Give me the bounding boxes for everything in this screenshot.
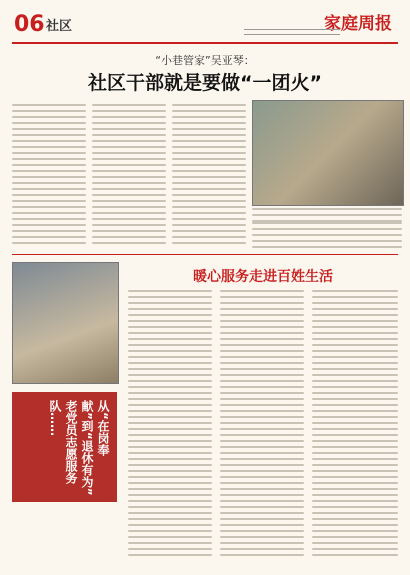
text-line-placeholder [220, 314, 304, 316]
text-line-placeholder [312, 536, 398, 538]
text-line-placeholder [172, 152, 246, 154]
text-line-placeholder [172, 128, 246, 130]
text-line-placeholder [312, 476, 398, 478]
text-line-placeholder [128, 344, 212, 346]
text-line-placeholder [312, 380, 398, 382]
text-line-placeholder [220, 542, 304, 544]
lead-headline: 社区干部就是要做“一团火” [88, 72, 322, 94]
text-line-placeholder [252, 246, 402, 248]
text-line-placeholder [128, 530, 212, 532]
text-line-placeholder [92, 224, 166, 226]
text-line-placeholder [312, 422, 398, 424]
text-line-placeholder [252, 222, 402, 224]
text-line-placeholder [312, 302, 398, 304]
text-line-placeholder [128, 410, 212, 412]
text-line-placeholder [172, 188, 246, 190]
text-line-placeholder [220, 332, 304, 334]
text-line-placeholder [172, 236, 246, 238]
text-line-placeholder [128, 308, 212, 310]
text-line-placeholder [172, 164, 246, 166]
text-line-placeholder [312, 374, 398, 376]
text-line-placeholder [12, 110, 86, 112]
text-line-placeholder [252, 214, 402, 216]
text-line-placeholder [128, 350, 212, 352]
text-line-placeholder [172, 170, 246, 172]
text-line-placeholder [312, 368, 398, 370]
text-line-placeholder [128, 488, 212, 490]
text-line-placeholder [12, 140, 86, 142]
text-line-placeholder [172, 242, 246, 244]
text-line-placeholder [128, 542, 212, 544]
text-line-placeholder [220, 482, 304, 484]
text-line-placeholder [312, 320, 398, 322]
text-line-placeholder [220, 380, 304, 382]
text-line-placeholder [12, 200, 86, 202]
text-line-placeholder [220, 452, 304, 454]
page-header [0, 0, 410, 42]
text-line-placeholder [172, 212, 246, 214]
issue-info-line [244, 29, 340, 35]
text-line-placeholder [172, 110, 246, 112]
masthead: 家庭周报 [324, 14, 392, 34]
text-line-placeholder [172, 104, 246, 106]
text-line-placeholder [92, 110, 166, 112]
lead-kicker: “小巷管家”吴亚琴： [155, 54, 255, 67]
text-line-placeholder [12, 212, 86, 214]
text-line-placeholder [128, 326, 212, 328]
text-line-placeholder [12, 122, 86, 124]
text-line-placeholder [220, 392, 304, 394]
text-line-placeholder [220, 404, 304, 406]
text-line-placeholder [312, 452, 398, 454]
header-rule [12, 42, 398, 44]
text-line-placeholder [128, 464, 212, 466]
text-line-placeholder [128, 446, 212, 448]
text-line-placeholder [220, 434, 304, 436]
text-line-placeholder [312, 338, 398, 340]
text-line-placeholder [312, 482, 398, 484]
text-line-placeholder [12, 158, 86, 160]
text-line-placeholder [128, 428, 212, 430]
text-line-placeholder [312, 428, 398, 430]
text-line-placeholder [12, 242, 86, 244]
text-line-placeholder [128, 404, 212, 406]
text-line-placeholder [220, 440, 304, 442]
text-line-placeholder [92, 122, 166, 124]
text-line-placeholder [312, 350, 398, 352]
text-line-placeholder [12, 116, 86, 118]
text-line-placeholder [92, 164, 166, 166]
text-line-placeholder [128, 332, 212, 334]
text-line-placeholder [312, 524, 398, 526]
text-line-placeholder [172, 200, 246, 202]
text-line-placeholder [220, 416, 304, 418]
text-line-placeholder [220, 470, 304, 472]
second-column-1 [128, 290, 212, 560]
text-line-placeholder [172, 140, 246, 142]
text-line-placeholder [12, 146, 86, 148]
text-line-placeholder [220, 530, 304, 532]
text-line-placeholder [312, 434, 398, 436]
text-line-placeholder [92, 116, 166, 118]
text-line-placeholder [172, 218, 246, 220]
text-line-placeholder [92, 188, 166, 190]
text-line-placeholder [220, 548, 304, 550]
text-line-placeholder [220, 356, 304, 358]
text-line-placeholder [220, 506, 304, 508]
text-line-placeholder [252, 234, 402, 236]
text-line-placeholder [172, 116, 246, 118]
text-line-placeholder [128, 338, 212, 340]
text-line-placeholder [128, 494, 212, 496]
text-line-placeholder [312, 506, 398, 508]
text-line-placeholder [220, 512, 304, 514]
text-line-placeholder [312, 296, 398, 298]
text-line-placeholder [172, 230, 246, 232]
lead-column-4 [252, 222, 402, 252]
text-line-placeholder [12, 134, 86, 136]
text-line-placeholder [312, 470, 398, 472]
text-line-placeholder [92, 146, 166, 148]
text-line-placeholder [12, 176, 86, 178]
text-line-placeholder [128, 548, 212, 550]
text-line-placeholder [172, 206, 246, 208]
second-column-3 [312, 290, 398, 560]
text-line-placeholder [172, 176, 246, 178]
text-line-placeholder [252, 240, 402, 242]
text-line-placeholder [128, 374, 212, 376]
text-line-placeholder [220, 500, 304, 502]
text-line-placeholder [128, 296, 212, 298]
text-line-placeholder [128, 536, 212, 538]
text-line-placeholder [92, 230, 166, 232]
text-line-placeholder [92, 194, 166, 196]
text-line-placeholder [312, 542, 398, 544]
text-line-placeholder [172, 224, 246, 226]
lead-column-1 [12, 104, 86, 248]
text-line-placeholder [128, 452, 212, 454]
feature-photo [12, 262, 119, 384]
text-line-placeholder [312, 410, 398, 412]
text-line-placeholder [220, 518, 304, 520]
text-line-placeholder [312, 308, 398, 310]
text-line-placeholder [312, 398, 398, 400]
text-line-placeholder [12, 194, 86, 196]
text-line-placeholder [128, 416, 212, 418]
text-line-placeholder [220, 374, 304, 376]
text-line-placeholder [220, 296, 304, 298]
text-line-placeholder [312, 494, 398, 496]
text-line-placeholder [12, 152, 86, 154]
text-line-placeholder [128, 398, 212, 400]
text-line-placeholder [220, 422, 304, 424]
text-line-placeholder [312, 512, 398, 514]
text-line-placeholder [312, 314, 398, 316]
lead-column-3 [172, 104, 246, 248]
text-line-placeholder [12, 128, 86, 130]
text-line-placeholder [92, 140, 166, 142]
text-line-placeholder [312, 464, 398, 466]
lead-photo [252, 100, 404, 206]
text-line-placeholder [92, 134, 166, 136]
text-line-placeholder [128, 470, 212, 472]
text-line-placeholder [172, 158, 246, 160]
feature-banner-title: 从“在岗奉献”到“退休有为” 老党员志愿服务队…… [48, 400, 110, 496]
text-line-placeholder [220, 338, 304, 340]
text-line-placeholder [312, 518, 398, 520]
section-divider [12, 254, 398, 255]
second-headline: 暖心服务走进百姓生活 [193, 269, 333, 285]
text-line-placeholder [312, 404, 398, 406]
text-line-placeholder [220, 320, 304, 322]
text-line-placeholder [92, 206, 166, 208]
text-line-placeholder [128, 482, 212, 484]
text-line-placeholder [92, 170, 166, 172]
text-line-placeholder [12, 230, 86, 232]
text-line-placeholder [128, 422, 212, 424]
text-line-placeholder [220, 350, 304, 352]
text-line-placeholder [92, 182, 166, 184]
text-line-placeholder [220, 476, 304, 478]
text-line-placeholder [252, 228, 402, 230]
text-line-placeholder [128, 476, 212, 478]
text-line-placeholder [92, 242, 166, 244]
second-column-2 [220, 290, 304, 560]
text-line-placeholder [128, 368, 212, 370]
text-line-placeholder [312, 554, 398, 556]
text-line-placeholder [92, 104, 166, 106]
text-line-placeholder [92, 158, 166, 160]
text-line-placeholder [220, 428, 304, 430]
text-line-placeholder [12, 164, 86, 166]
text-line-placeholder [312, 362, 398, 364]
text-line-placeholder [128, 392, 212, 394]
feature-banner [12, 392, 117, 502]
text-line-placeholder [12, 170, 86, 172]
text-line-placeholder [12, 188, 86, 190]
text-line-placeholder [172, 146, 246, 148]
text-line-placeholder [128, 458, 212, 460]
text-line-placeholder [128, 290, 212, 292]
text-line-placeholder [220, 524, 304, 526]
text-line-placeholder [128, 386, 212, 388]
text-line-placeholder [312, 416, 398, 418]
text-line-placeholder [128, 320, 212, 322]
text-line-placeholder [172, 182, 246, 184]
text-line-placeholder [220, 398, 304, 400]
text-line-placeholder [92, 212, 166, 214]
text-line-placeholder [312, 344, 398, 346]
text-line-placeholder [220, 302, 304, 304]
text-line-placeholder [312, 386, 398, 388]
text-line-placeholder [220, 326, 304, 328]
text-line-placeholder [312, 458, 398, 460]
text-line-placeholder [128, 356, 212, 358]
text-line-placeholder [312, 290, 398, 292]
text-line-placeholder [92, 236, 166, 238]
text-line-placeholder [312, 530, 398, 532]
text-line-placeholder [312, 446, 398, 448]
text-line-placeholder [252, 208, 402, 210]
text-line-placeholder [128, 506, 212, 508]
text-line-placeholder [128, 500, 212, 502]
page-number: 06 [14, 12, 45, 37]
text-line-placeholder [92, 176, 166, 178]
text-line-placeholder [220, 536, 304, 538]
text-line-placeholder [312, 548, 398, 550]
text-line-placeholder [220, 488, 304, 490]
text-line-placeholder [220, 410, 304, 412]
text-line-placeholder [172, 134, 246, 136]
text-line-placeholder [220, 308, 304, 310]
text-line-placeholder [312, 500, 398, 502]
text-line-placeholder [312, 356, 398, 358]
text-line-placeholder [128, 440, 212, 442]
text-line-placeholder [12, 104, 86, 106]
text-line-placeholder [220, 554, 304, 556]
text-line-placeholder [92, 128, 166, 130]
lead-column-2 [92, 104, 166, 248]
text-line-placeholder [220, 368, 304, 370]
text-line-placeholder [220, 386, 304, 388]
text-line-placeholder [220, 290, 304, 292]
lead-story-heading [12, 50, 398, 96]
text-line-placeholder [12, 182, 86, 184]
text-line-placeholder [128, 518, 212, 520]
text-line-placeholder [172, 122, 246, 124]
text-line-placeholder [92, 218, 166, 220]
text-line-placeholder [220, 458, 304, 460]
text-line-placeholder [128, 554, 212, 556]
text-line-placeholder [220, 344, 304, 346]
text-line-placeholder [128, 434, 212, 436]
section-name: 社区 [46, 19, 73, 34]
text-line-placeholder [220, 464, 304, 466]
text-line-placeholder [220, 362, 304, 364]
text-line-placeholder [128, 302, 212, 304]
text-line-placeholder [12, 236, 86, 238]
text-line-placeholder [172, 194, 246, 196]
text-line-placeholder [312, 488, 398, 490]
text-line-placeholder [312, 332, 398, 334]
text-line-placeholder [128, 362, 212, 364]
text-line-placeholder [312, 326, 398, 328]
text-line-placeholder [12, 218, 86, 220]
text-line-placeholder [220, 446, 304, 448]
text-line-placeholder [12, 206, 86, 208]
text-line-placeholder [312, 440, 398, 442]
text-line-placeholder [92, 200, 166, 202]
text-line-placeholder [312, 392, 398, 394]
text-line-placeholder [12, 224, 86, 226]
text-line-placeholder [92, 152, 166, 154]
text-line-placeholder [128, 524, 212, 526]
text-line-placeholder [220, 494, 304, 496]
text-line-placeholder [128, 380, 212, 382]
text-line-placeholder [128, 314, 212, 316]
text-line-placeholder [128, 512, 212, 514]
